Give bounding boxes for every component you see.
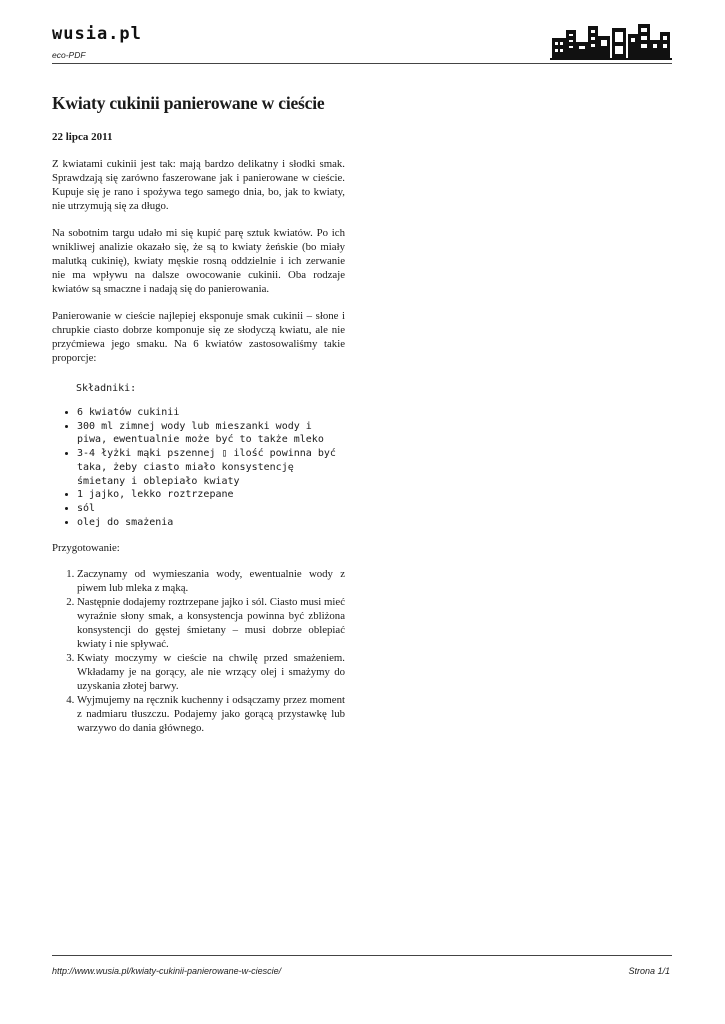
list-item: • 300 ml zimnej wody lub mieszanki wody i piwa, ewentualnie może być to także mleko xyxy=(77,420,345,447)
ingredients-list xyxy=(52,406,345,529)
paragraph: Na sobotnim targu udało mi się kupić parę sztuk kwiatów. Po ich wnikliwej analizie okazało się, że są to kwiaty żeńskie (bo miały malutką cukinię), kwiaty męskie rosną oddzielnie i ich zerwanie nie ma wpływu na dalsze owocowanie cukinii. Oba rodzaje kwiatów są smaczne i nadają się do panierowania. xyxy=(52,227,345,295)
city-skyline-icon xyxy=(550,22,672,62)
article-title: Kwiaty cukinii panierowane w cieście xyxy=(52,93,325,113)
list-item: • 3-4 łyżki mąki pszennej ▯ ilość powinna być taka, żeby ciasto miało konsystencję śmietany i oblepiało kwiaty xyxy=(77,447,345,488)
paragraph: Panierowanie w cieście najlepiej eksponuje smak cukinii – słone i chrupkie ciasto dobrze komponuje się ze słodyczą kwiatu, ale nie przyćmiewa jego smaku. Na 6 kwiatów zastosowaliśmy takie proporcje: xyxy=(52,310,345,364)
preparation-heading: Przygotowanie: xyxy=(52,542,120,555)
article xyxy=(52,92,345,735)
list-item: • olej do smażenia xyxy=(77,516,345,530)
list-item: 4. Wyjmujemy na ręcznik kuchenny i odsączamy przez moment z nadmiaru tłuszczu. Podajemy jako gorącą przystawkę lub warzywo do dania głównego. xyxy=(77,693,345,735)
article-date: 22 lipca 2011 xyxy=(52,131,113,143)
ingredients-heading: Składniki: xyxy=(76,383,137,394)
list-item: 3. Kwiaty moczymy w cieście na chwilę przed smażeniem. Wkładamy je na gorący, ale nie wrzący olej i smażymy do uzyskania złotej barwy. xyxy=(77,651,345,693)
list-item: • 6 kwiatów cukinii xyxy=(77,406,345,420)
list-item: 1. Zaczynamy od wymieszania wody, ewentualnie wody z piwem lub mleka z mąką. xyxy=(77,567,345,595)
footer-divider xyxy=(52,955,672,956)
footer-url[interactable]: http://www.wusia.pl/kwiaty-cukinii-panierowane-w-ciescie/ xyxy=(52,966,282,976)
list-item: • 1 jajko, lekko roztrzepane xyxy=(77,488,345,502)
header-divider xyxy=(52,63,672,64)
list-item: • sól xyxy=(77,502,345,516)
preparation-steps xyxy=(52,567,345,735)
page-header xyxy=(52,22,672,64)
page-number: Strona 1/1 xyxy=(628,966,670,976)
site-name[interactable]: wusia.pl xyxy=(52,24,142,44)
eco-pdf-label: eco-PDF xyxy=(52,50,86,60)
list-item: 2. Następnie dodajemy roztrzepane jajko i sól. Ciasto musi mieć wyraźnie słony smak, a konsystencja powinna być zbliżona konsystencji do gęstej śmietany – musi dobrze oblepiać kwiaty i nie spływać. xyxy=(77,595,345,651)
paragraph: Z kwiatami cukinii jest tak: mają bardzo delikatny i słodki smak. Sprawdzają się zarówno faszerowane jak i panierowane w cieście. Kupuje się je rano i spożywa tego samego dnia, bo, jak to kwiaty, nie utrzymują się za długo. xyxy=(52,158,345,212)
